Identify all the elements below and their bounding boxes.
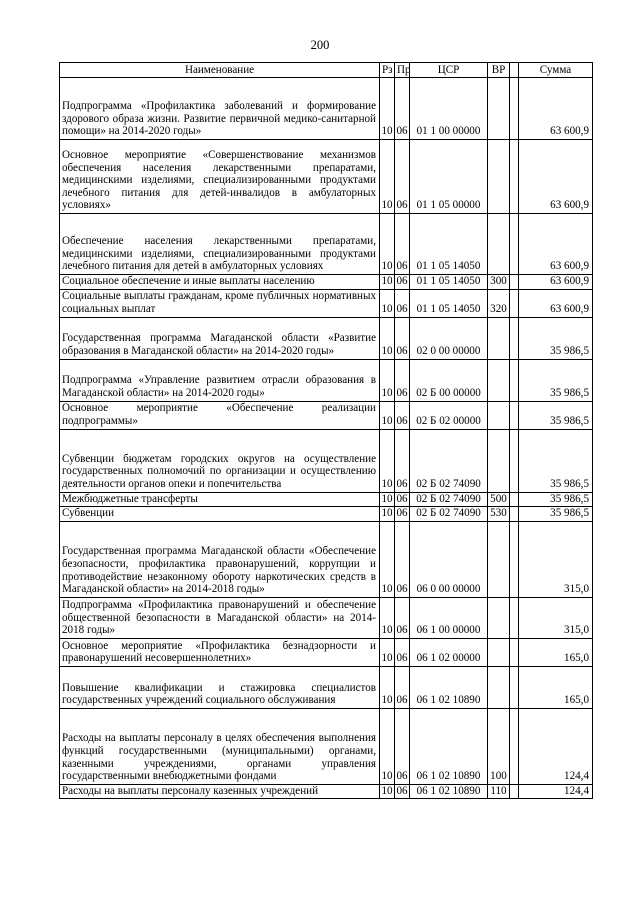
cell-pr: 06	[395, 140, 410, 214]
cell-sum: 315,0	[519, 521, 593, 597]
cell-name: Основное мероприятие «Совершенствование механизмов обеспечения населения лекарственными препаратами, медицинскими изделиями, специализированными продуктами лечебного питания для детей-инвалидов в амбулаторных условиях»	[60, 140, 380, 214]
cell-vr	[488, 597, 510, 638]
cell-spacer	[510, 429, 519, 492]
budget-table	[59, 62, 593, 799]
table-row	[60, 429, 593, 492]
cell-name: Социальные выплаты гражданам, кроме публичных нормативных социальных выплат	[60, 289, 380, 317]
header-rz: Рз	[380, 63, 395, 78]
cell-pr: 06	[395, 521, 410, 597]
cell-spacer	[510, 597, 519, 638]
cell-vr: 320	[488, 289, 510, 317]
cell-spacer	[510, 784, 519, 799]
header-csr: ЦСР	[410, 63, 488, 78]
cell-csr: 02 Б 02 74090	[410, 429, 488, 492]
cell-pr: 06	[395, 317, 410, 359]
cell-name: Основное мероприятие «Обеспечение реализации подпрограммы»	[60, 401, 380, 429]
cell-spacer	[510, 507, 519, 522]
cell-rz: 10	[380, 597, 395, 638]
table-header-row	[60, 63, 593, 78]
cell-rz: 10	[380, 521, 395, 597]
table-row	[60, 275, 593, 290]
cell-csr: 01 1 05 14050	[410, 214, 488, 275]
table-row	[60, 214, 593, 275]
cell-csr: 01 1 05 14050	[410, 289, 488, 317]
cell-sum: 165,0	[519, 666, 593, 708]
cell-name: Государственная программа Магаданской области «Обеспечение безопасности, профилактика правонарушений, коррупции и противодействие незаконному обороту наркотических средств в Магаданской области» на 2014-2018 годы»	[60, 521, 380, 597]
cell-csr: 06 1 02 10890	[410, 666, 488, 708]
table-row	[60, 507, 593, 522]
cell-sum: 63 600,9	[519, 214, 593, 275]
cell-csr: 01 1 05 00000	[410, 140, 488, 214]
cell-rz: 10	[380, 78, 395, 140]
cell-vr	[488, 666, 510, 708]
cell-name: Подпрограмма «Профилактика заболеваний и формирование здорового образа жизни. Развитие первичной медико-санитарной помощи» на 2014-2020 годы»	[60, 78, 380, 140]
cell-spacer	[510, 214, 519, 275]
cell-csr: 02 Б 02 00000	[410, 401, 488, 429]
cell-vr: 530	[488, 507, 510, 522]
header-pr: Пр	[395, 63, 410, 78]
cell-rz: 10	[380, 317, 395, 359]
cell-sum: 35 986,5	[519, 492, 593, 507]
cell-vr: 300	[488, 275, 510, 290]
table-row	[60, 597, 593, 638]
table-row	[60, 359, 593, 401]
table-row	[60, 638, 593, 666]
cell-spacer	[510, 275, 519, 290]
cell-sum: 315,0	[519, 597, 593, 638]
cell-sum: 63 600,9	[519, 140, 593, 214]
cell-csr: 02 0 00 00000	[410, 317, 488, 359]
cell-sum: 63 600,9	[519, 78, 593, 140]
cell-spacer	[510, 666, 519, 708]
cell-csr: 06 1 00 00000	[410, 597, 488, 638]
cell-rz: 10	[380, 429, 395, 492]
cell-csr: 02 Б 00 00000	[410, 359, 488, 401]
cell-vr: 500	[488, 492, 510, 507]
table-row	[60, 784, 593, 799]
cell-spacer	[510, 521, 519, 597]
cell-sum: 35 986,5	[519, 429, 593, 492]
cell-sum: 124,4	[519, 708, 593, 784]
cell-vr	[488, 429, 510, 492]
cell-sum: 35 986,5	[519, 507, 593, 522]
cell-rz: 10	[380, 507, 395, 522]
cell-pr: 06	[395, 597, 410, 638]
cell-sum: 35 986,5	[519, 401, 593, 429]
cell-pr: 06	[395, 492, 410, 507]
table-row	[60, 708, 593, 784]
page-number: 200	[310, 38, 330, 52]
cell-spacer	[510, 289, 519, 317]
cell-name: Подпрограмма «Управление развитием отрасли образования в Магаданской области» на 2014-2020 годы»	[60, 359, 380, 401]
cell-spacer	[510, 708, 519, 784]
cell-pr: 06	[395, 275, 410, 290]
cell-spacer	[510, 140, 519, 214]
cell-csr: 06 1 02 00000	[410, 638, 488, 666]
cell-csr: 01 1 00 00000	[410, 78, 488, 140]
cell-sum: 35 986,5	[519, 359, 593, 401]
cell-rz: 10	[380, 708, 395, 784]
cell-name: Субвенции бюджетам городских округов на осуществление государственных полномочий по организации и осуществлению деятельности органов опеки и попечительства	[60, 429, 380, 492]
table-row	[60, 521, 593, 597]
cell-name: Расходы на выплаты персоналу в целях обеспечения выполнения функций государственными (муниципальными) органами, казенными учреждениями, органами управления государственными внебюджетными фондами	[60, 708, 380, 784]
cell-name: Социальное обеспечение и иные выплаты населению	[60, 275, 380, 290]
cell-name: Межбюджетные трансферты	[60, 492, 380, 507]
cell-vr: 110	[488, 784, 510, 799]
cell-spacer	[510, 401, 519, 429]
table-row	[60, 78, 593, 140]
header-spacer	[510, 63, 519, 78]
cell-name: Основное мероприятие «Профилактика безнадзорности и правонарушений несовершеннолетних»	[60, 638, 380, 666]
table-row	[60, 317, 593, 359]
cell-spacer	[510, 492, 519, 507]
cell-vr	[488, 521, 510, 597]
cell-sum: 63 600,9	[519, 275, 593, 290]
cell-name: Государственная программа Магаданской области «Развитие образования в Магаданской области» на 2014-2020 годы»	[60, 317, 380, 359]
cell-rz: 10	[380, 214, 395, 275]
table-row	[60, 666, 593, 708]
cell-rz: 10	[380, 666, 395, 708]
cell-name: Расходы на выплаты персоналу казенных учреждений	[60, 784, 380, 799]
cell-vr	[488, 317, 510, 359]
cell-csr: 01 1 05 14050	[410, 275, 488, 290]
table-row	[60, 289, 593, 317]
cell-name: Обеспечение населения лекарственными препаратами, медицинскими изделиями, специализированными продуктами лечебного питания для детей в амбулаторных условиях	[60, 214, 380, 275]
header-name: Наименование	[60, 63, 380, 78]
cell-rz: 10	[380, 275, 395, 290]
cell-rz: 10	[380, 401, 395, 429]
cell-vr	[488, 359, 510, 401]
header-vr: ВР	[488, 63, 510, 78]
cell-vr: 100	[488, 708, 510, 784]
cell-vr	[488, 78, 510, 140]
cell-sum: 165,0	[519, 638, 593, 666]
cell-rz: 10	[380, 140, 395, 214]
cell-spacer	[510, 317, 519, 359]
cell-pr: 06	[395, 666, 410, 708]
cell-csr: 06 1 02 10890	[410, 708, 488, 784]
cell-pr: 06	[395, 289, 410, 317]
cell-pr: 06	[395, 708, 410, 784]
cell-pr: 06	[395, 429, 410, 492]
table-row	[60, 140, 593, 214]
cell-vr	[488, 140, 510, 214]
cell-vr	[488, 214, 510, 275]
cell-name: Повышение квалификации и стажировка специалистов государственных учреждений социального обслуживания	[60, 666, 380, 708]
cell-rz: 10	[380, 638, 395, 666]
cell-spacer	[510, 359, 519, 401]
cell-pr: 06	[395, 638, 410, 666]
cell-spacer	[510, 78, 519, 140]
cell-vr	[488, 401, 510, 429]
table-row	[60, 401, 593, 429]
cell-pr: 06	[395, 359, 410, 401]
cell-rz: 10	[380, 492, 395, 507]
cell-rz: 10	[380, 784, 395, 799]
cell-name: Подпрограмма «Профилактика правонарушений и обеспечение общественной безопасности в Магаданской области» на 2014-2018 годы»	[60, 597, 380, 638]
cell-rz: 10	[380, 359, 395, 401]
cell-sum: 124,4	[519, 784, 593, 799]
cell-sum: 35 986,5	[519, 317, 593, 359]
cell-csr: 02 Б 02 74090	[410, 507, 488, 522]
cell-pr: 06	[395, 507, 410, 522]
cell-spacer	[510, 638, 519, 666]
table-row	[60, 492, 593, 507]
cell-name: Субвенции	[60, 507, 380, 522]
cell-vr	[488, 638, 510, 666]
cell-rz: 10	[380, 289, 395, 317]
cell-pr: 06	[395, 401, 410, 429]
cell-pr: 06	[395, 78, 410, 140]
cell-pr: 06	[395, 784, 410, 799]
cell-csr: 02 Б 02 74090	[410, 492, 488, 507]
cell-csr: 06 0 00 00000	[410, 521, 488, 597]
header-sum: Сумма	[519, 63, 593, 78]
cell-csr: 06 1 02 10890	[410, 784, 488, 799]
cell-sum: 63 600,9	[519, 289, 593, 317]
cell-pr: 06	[395, 214, 410, 275]
